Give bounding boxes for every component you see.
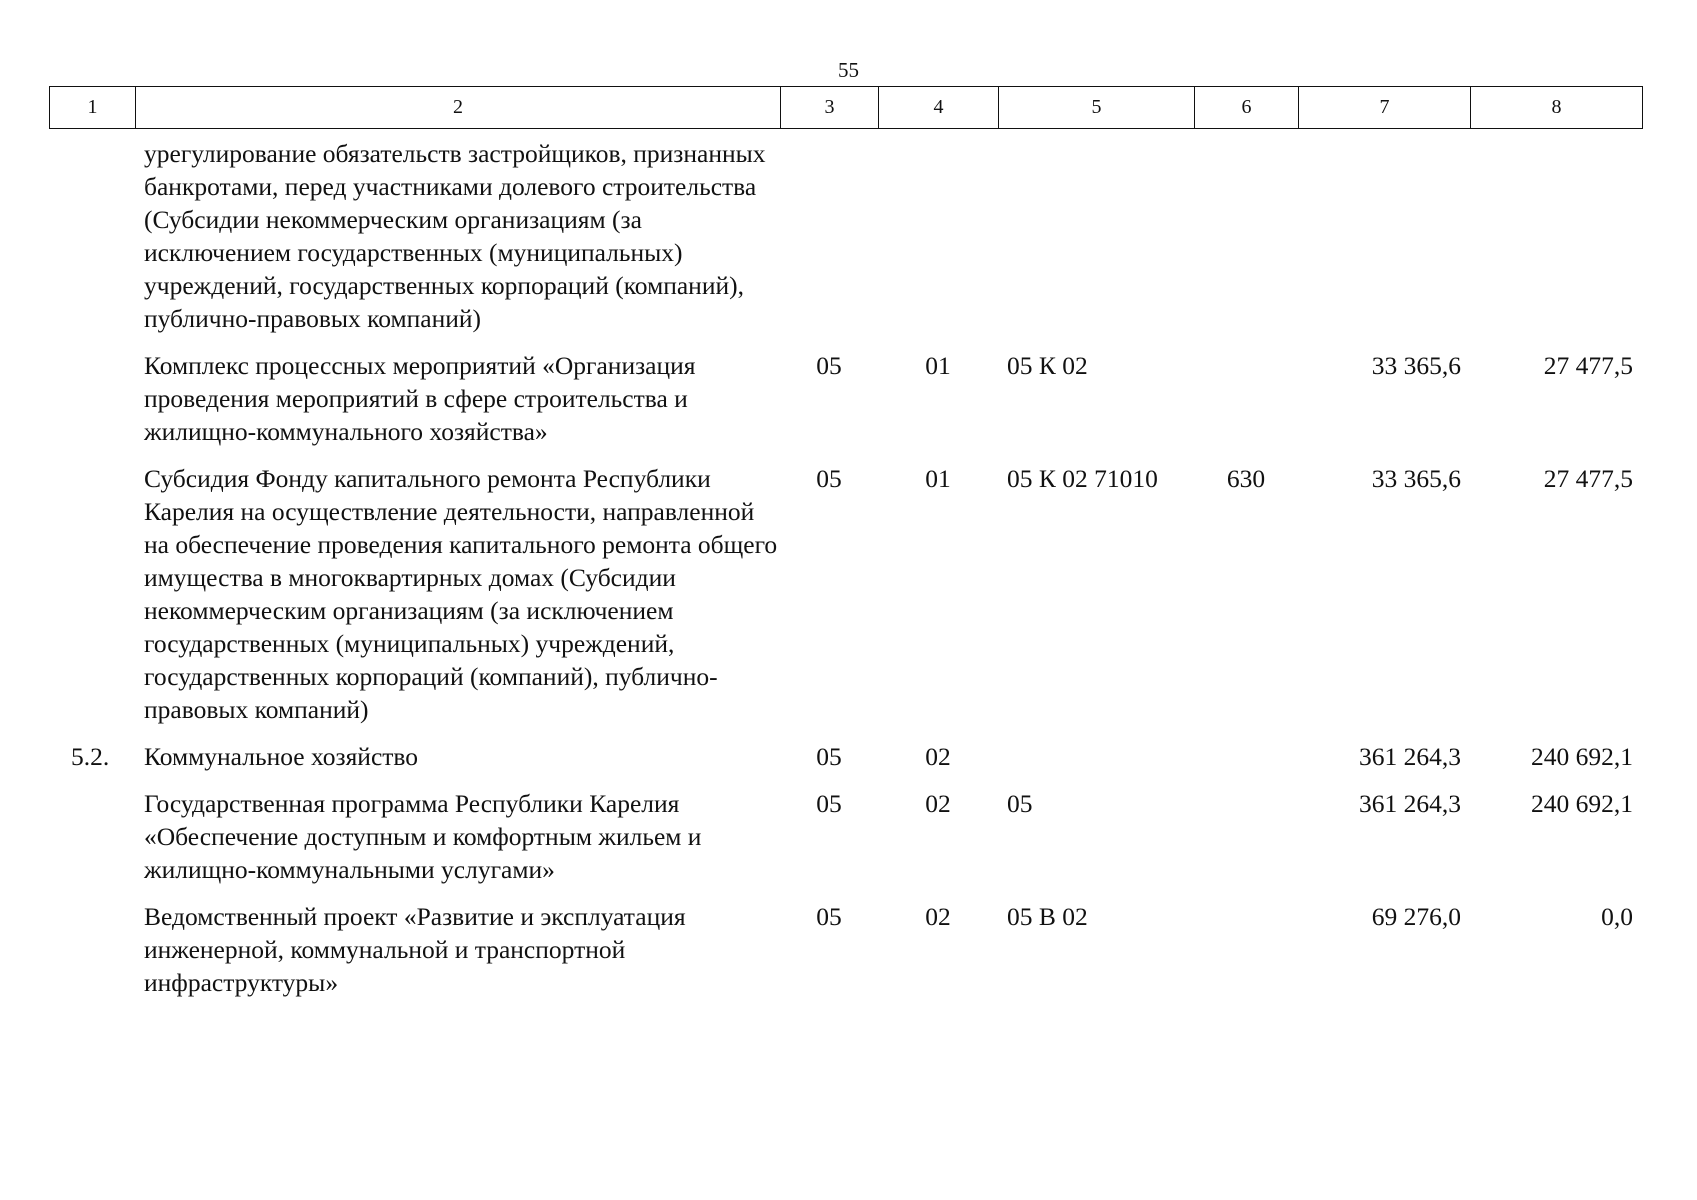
row-amount-2: 240 692,1 <box>1531 789 1633 818</box>
row-subsection: 01 <box>925 351 951 380</box>
row-subsection: 02 <box>925 902 951 931</box>
row-number <box>49 462 135 740</box>
row-target-article <box>998 137 1194 349</box>
row-target-article: 05 В 02 <box>1007 902 1088 931</box>
table-row <box>49 740 1642 787</box>
column-header-1: 1 <box>50 87 136 129</box>
row-amount-1: 69 276,0 <box>1371 902 1461 931</box>
column-header-5: 5 <box>999 87 1195 129</box>
row-expense-type <box>1194 900 1298 1013</box>
table-row <box>49 137 1642 349</box>
row-name: Государственная программа Республики Карелия «Обеспечение доступным и комфортным жильем и жилищно-коммунальными услугами» <box>144 789 702 884</box>
row-name: Коммунальное хозяйство <box>144 742 419 771</box>
row-target-article: 05 К 02 <box>1007 351 1088 380</box>
row-section: 05 <box>816 742 842 771</box>
column-header-8: 8 <box>1471 87 1643 129</box>
column-header-3: 3 <box>781 87 879 129</box>
row-target-article: 05 <box>1007 789 1033 818</box>
row-subsection: 02 <box>925 742 951 771</box>
row-number <box>49 137 135 349</box>
row-name: Комплекс процессных мероприятий «Организация проведения мероприятий в сфере строительства и жилищно-коммунального хозяйства» <box>144 351 696 446</box>
row-name: Ведомственный проект «Развитие и эксплуатация инженерной, коммунальной и транспортной инфраструктуры» <box>144 902 686 997</box>
column-header-table <box>49 86 1643 129</box>
table-row <box>49 349 1642 462</box>
row-number <box>49 900 135 1013</box>
row-expense-type <box>1194 787 1298 900</box>
row-subsection: 02 <box>925 789 951 818</box>
row-amount-2: 27 477,5 <box>1543 351 1633 380</box>
row-amount-1: 361 264,3 <box>1359 742 1461 771</box>
column-header-2: 2 <box>136 87 781 129</box>
row-target-article: 05 К 02 71010 <box>1007 464 1158 493</box>
row-amount-1: 33 365,6 <box>1371 351 1461 380</box>
row-amount-1 <box>1298 137 1470 349</box>
row-amount-2: 27 477,5 <box>1543 464 1633 493</box>
page-number: 55 <box>838 58 859 82</box>
row-subsection <box>878 137 998 349</box>
table-row <box>49 462 1642 740</box>
row-target-article <box>998 740 1194 787</box>
row-number <box>49 787 135 900</box>
row-expense-type <box>1194 740 1298 787</box>
row-expense-type <box>1194 137 1298 349</box>
row-name: Субсидия Фонду капитального ремонта Республики Карелия на осуществление деятельности, направленной на обеспечение проведения капитального ремонта общего имущества в многоквартирных домах (Субсидии некоммерческим организациям (за исключением государственных (муниципальных) учреждений, государственных корпораций (компаний), публично-правовых компаний) <box>144 464 778 724</box>
row-section: 05 <box>816 902 842 931</box>
row-section: 05 <box>816 351 842 380</box>
row-expense-type <box>1194 349 1298 462</box>
column-header-7: 7 <box>1299 87 1471 129</box>
budget-table <box>49 137 1642 1013</box>
row-number <box>49 349 135 462</box>
row-section <box>780 137 878 349</box>
column-header-6: 6 <box>1195 87 1299 129</box>
row-number: 5.2. <box>71 742 110 771</box>
table-row <box>49 787 1642 900</box>
row-amount-2: 0,0 <box>1601 902 1633 931</box>
table-row <box>49 900 1642 1013</box>
row-section: 05 <box>816 789 842 818</box>
row-subsection: 01 <box>925 464 951 493</box>
row-section: 05 <box>816 464 842 493</box>
row-amount-1: 33 365,6 <box>1371 464 1461 493</box>
row-amount-2 <box>1470 137 1642 349</box>
row-name: урегулирование обязательств застройщиков, признанных банкротами, перед участниками долевого строительства (Субсидии некоммерческим организациям (за исключением государственных (муниципальных) учреждений, государственных корпораций (компаний), публично-правовых компаний) <box>144 139 766 333</box>
row-amount-2: 240 692,1 <box>1531 742 1633 771</box>
column-header-4: 4 <box>879 87 999 129</box>
row-amount-1: 361 264,3 <box>1359 789 1461 818</box>
column-header-row <box>50 87 1643 129</box>
row-expense-type: 630 <box>1226 464 1266 493</box>
